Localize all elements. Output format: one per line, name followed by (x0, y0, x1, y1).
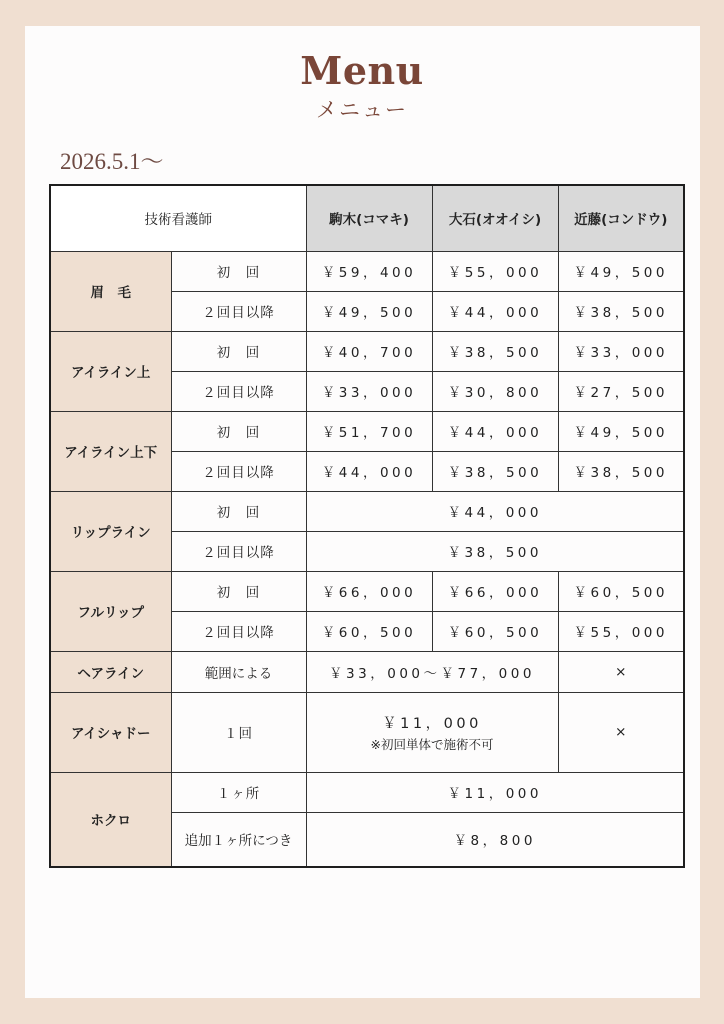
price-cell: ￥66，000 (306, 571, 432, 611)
page-title: Menu (300, 48, 424, 93)
table-row (50, 692, 684, 772)
table-row (50, 331, 684, 371)
eyeshadow-price-cell (306, 692, 558, 772)
price-cell: ￥30，800 (432, 371, 558, 411)
visit-label: 初 回 (171, 411, 306, 451)
price-cell: ￥38，500 (432, 331, 558, 371)
table-row (50, 651, 684, 692)
unavailable-mark: × (558, 651, 684, 692)
visit-label: 初 回 (171, 571, 306, 611)
visit-label: ２回目以降 (171, 451, 306, 491)
price-text: ￥11，000 (382, 715, 482, 732)
price-cell: ￥8，800 (306, 812, 684, 867)
visit-label: 初 回 (171, 251, 306, 291)
price-cell: ￥44，000 (306, 491, 684, 531)
price-cell: ￥55，000 (432, 251, 558, 291)
table-row (50, 772, 684, 812)
price-cell: ￥44，000 (432, 291, 558, 331)
price-table (49, 184, 685, 868)
visit-label: ２回目以降 (171, 531, 306, 571)
category-full-lip: フルリップ (50, 571, 171, 651)
table-row (50, 411, 684, 451)
column-header-technician: 技術看護師 (50, 185, 306, 251)
visit-label: 追加１ヶ所につき (171, 812, 306, 867)
price-cell: ￥49，500 (306, 291, 432, 331)
price-cell: ￥11，000 (306, 772, 684, 812)
table-row (50, 571, 684, 611)
visit-label: ２回目以降 (171, 371, 306, 411)
price-cell: ￥38，500 (558, 451, 684, 491)
price-cell: ￥60，500 (306, 611, 432, 651)
effective-date: 2026.5.1〜 (60, 149, 164, 174)
column-header-komaki: 駒木(コマキ) (306, 185, 432, 251)
price-cell: ￥59，400 (306, 251, 432, 291)
visit-label: ２回目以降 (171, 611, 306, 651)
price-cell: ￥40，700 (306, 331, 432, 371)
category-eyeline-upper: アイライン上 (50, 331, 171, 411)
price-cell: ￥33，000 (558, 331, 684, 371)
price-cell: ￥38，500 (432, 451, 558, 491)
visit-label: 初 回 (171, 491, 306, 531)
price-cell: ￥33，000 (306, 371, 432, 411)
table-row (50, 491, 684, 531)
visit-label: ２回目以降 (171, 291, 306, 331)
price-cell: ￥55，000 (558, 611, 684, 651)
category-hairline: ヘアライン (50, 651, 171, 692)
price-cell: ￥60，500 (558, 571, 684, 611)
price-cell: ￥66，000 (432, 571, 558, 611)
category-eyeshadow: アイシャドー (50, 692, 171, 772)
price-cell: ￥33，000〜￥77，000 (306, 651, 558, 692)
price-cell: ￥60，500 (432, 611, 558, 651)
price-cell: ￥38，500 (558, 291, 684, 331)
page-subtitle: メニュー (316, 98, 408, 122)
unavailable-mark: × (558, 692, 684, 772)
category-mole: ホクロ (50, 772, 171, 867)
price-cell: ￥49，500 (558, 251, 684, 291)
price-cell: ￥44，000 (432, 411, 558, 451)
visit-label: １ヶ所 (171, 772, 306, 812)
price-cell: ￥51，700 (306, 411, 432, 451)
visit-label: 初 回 (171, 331, 306, 371)
table-row (50, 251, 684, 291)
column-header-oishi: 大石(オオイシ) (432, 185, 558, 251)
price-cell: ￥38，500 (306, 531, 684, 571)
price-note: ※初回単体で施術不可 (370, 736, 494, 752)
price-cell: ￥49，500 (558, 411, 684, 451)
category-lipline: リップライン (50, 491, 171, 571)
category-eyebrow: 眉 毛 (50, 251, 171, 331)
category-eyeline-both: アイライン上下 (50, 411, 171, 491)
column-header-kondo: 近藤(コンドウ) (558, 185, 684, 251)
price-cell: ￥27，500 (558, 371, 684, 411)
visit-label: 範囲による (171, 651, 306, 692)
price-cell: ￥44，000 (306, 451, 432, 491)
header-row (50, 185, 684, 251)
visit-label: １回 (171, 692, 306, 772)
